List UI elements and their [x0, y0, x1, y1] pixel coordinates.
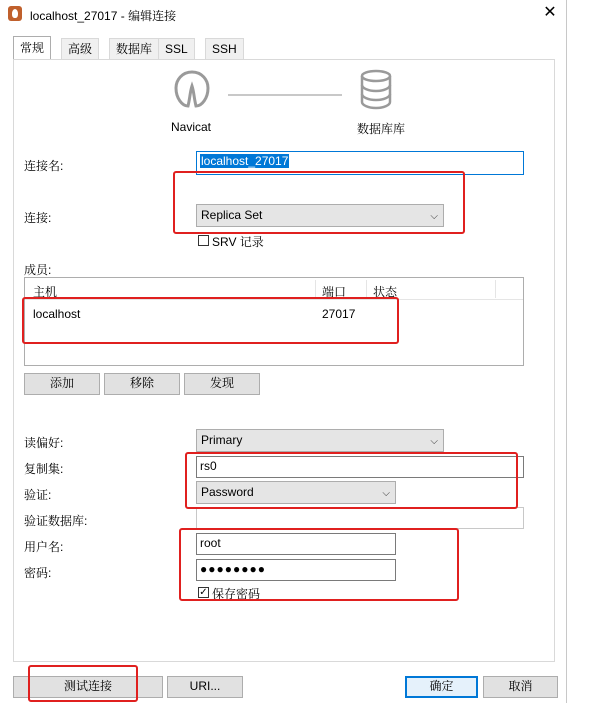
chevron-down-icon: ⌵: [430, 436, 438, 447]
discover-button[interactable]: 发现: [184, 373, 260, 395]
password-label: 密码:: [24, 566, 52, 580]
chevron-down-icon: ⌵: [382, 488, 390, 499]
read-pref-value: Primary: [201, 433, 243, 447]
row-host: localhost: [33, 307, 81, 321]
test-connection-button[interactable]: 测试连接: [13, 676, 163, 698]
replica-set-label: 复制集:: [24, 462, 64, 476]
auth-label: 验证:: [24, 488, 52, 502]
auth-db-input[interactable]: [196, 507, 524, 529]
navicat-label: Navicat: [171, 120, 212, 134]
database-icon: [358, 68, 394, 112]
members-table[interactable]: [24, 277, 524, 366]
connection-label: 连接:: [24, 211, 52, 225]
column-divider: [366, 280, 367, 298]
tab-general[interactable]: 常规: [13, 36, 51, 61]
username-input[interactable]: root: [196, 533, 396, 555]
navicat-app-icon: [8, 6, 22, 21]
conn-name-input[interactable]: [196, 151, 524, 175]
title-bar: [0, 0, 566, 28]
members-header: [25, 278, 523, 300]
tab-ssl[interactable]: SSL: [158, 38, 195, 59]
window-title: localhost_27017 - 编辑连接: [30, 9, 177, 23]
column-status[interactable]: 状态: [373, 285, 398, 299]
auth-select[interactable]: [196, 481, 396, 504]
srv-label: SRV 记录: [212, 235, 264, 249]
tab-database[interactable]: 数据库: [109, 38, 159, 59]
column-port[interactable]: 端口: [322, 285, 347, 299]
ok-button[interactable]: 确定: [405, 676, 478, 698]
members-label: 成员:: [24, 263, 52, 277]
remove-member-button[interactable]: 移除: [104, 373, 180, 395]
column-divider: [315, 280, 316, 298]
replica-set-input[interactable]: rs0: [196, 456, 524, 478]
auth-db-label: 验证数据库:: [24, 514, 88, 528]
srv-checkbox[interactable]: [198, 235, 209, 246]
tab-advanced[interactable]: 高级: [61, 38, 99, 59]
username-label: 用户名:: [24, 540, 64, 554]
auth-value: Password: [201, 485, 254, 499]
uri-button[interactable]: URI...: [167, 676, 243, 698]
table-row[interactable]: [25, 305, 523, 325]
connection-select[interactable]: [196, 204, 444, 227]
column-host[interactable]: 主机: [33, 285, 58, 299]
column-divider: [495, 280, 496, 298]
cancel-button[interactable]: 取消: [483, 676, 558, 698]
connection-value: Replica Set: [201, 208, 263, 222]
save-password-label: 保存密码: [212, 587, 261, 601]
tab-ssh[interactable]: SSH: [205, 38, 244, 59]
add-member-button[interactable]: 添加: [24, 373, 100, 395]
read-pref-label: 读偏好:: [24, 436, 64, 450]
chevron-down-icon: ⌵: [430, 211, 438, 222]
read-pref-select[interactable]: [196, 429, 444, 452]
password-input[interactable]: ●●●●●●●●: [196, 559, 396, 581]
database-label: 数据库库: [357, 122, 406, 136]
navicat-logo-icon: [168, 68, 216, 112]
row-port: 27017: [322, 307, 356, 321]
close-icon[interactable]: ✕: [543, 4, 557, 21]
save-password-checkbox[interactable]: ✓: [199, 587, 208, 598]
conn-name-label: 连接名:: [24, 159, 64, 173]
conn-name-value: localhost_27017: [201, 154, 289, 168]
connector-line: [228, 94, 342, 96]
